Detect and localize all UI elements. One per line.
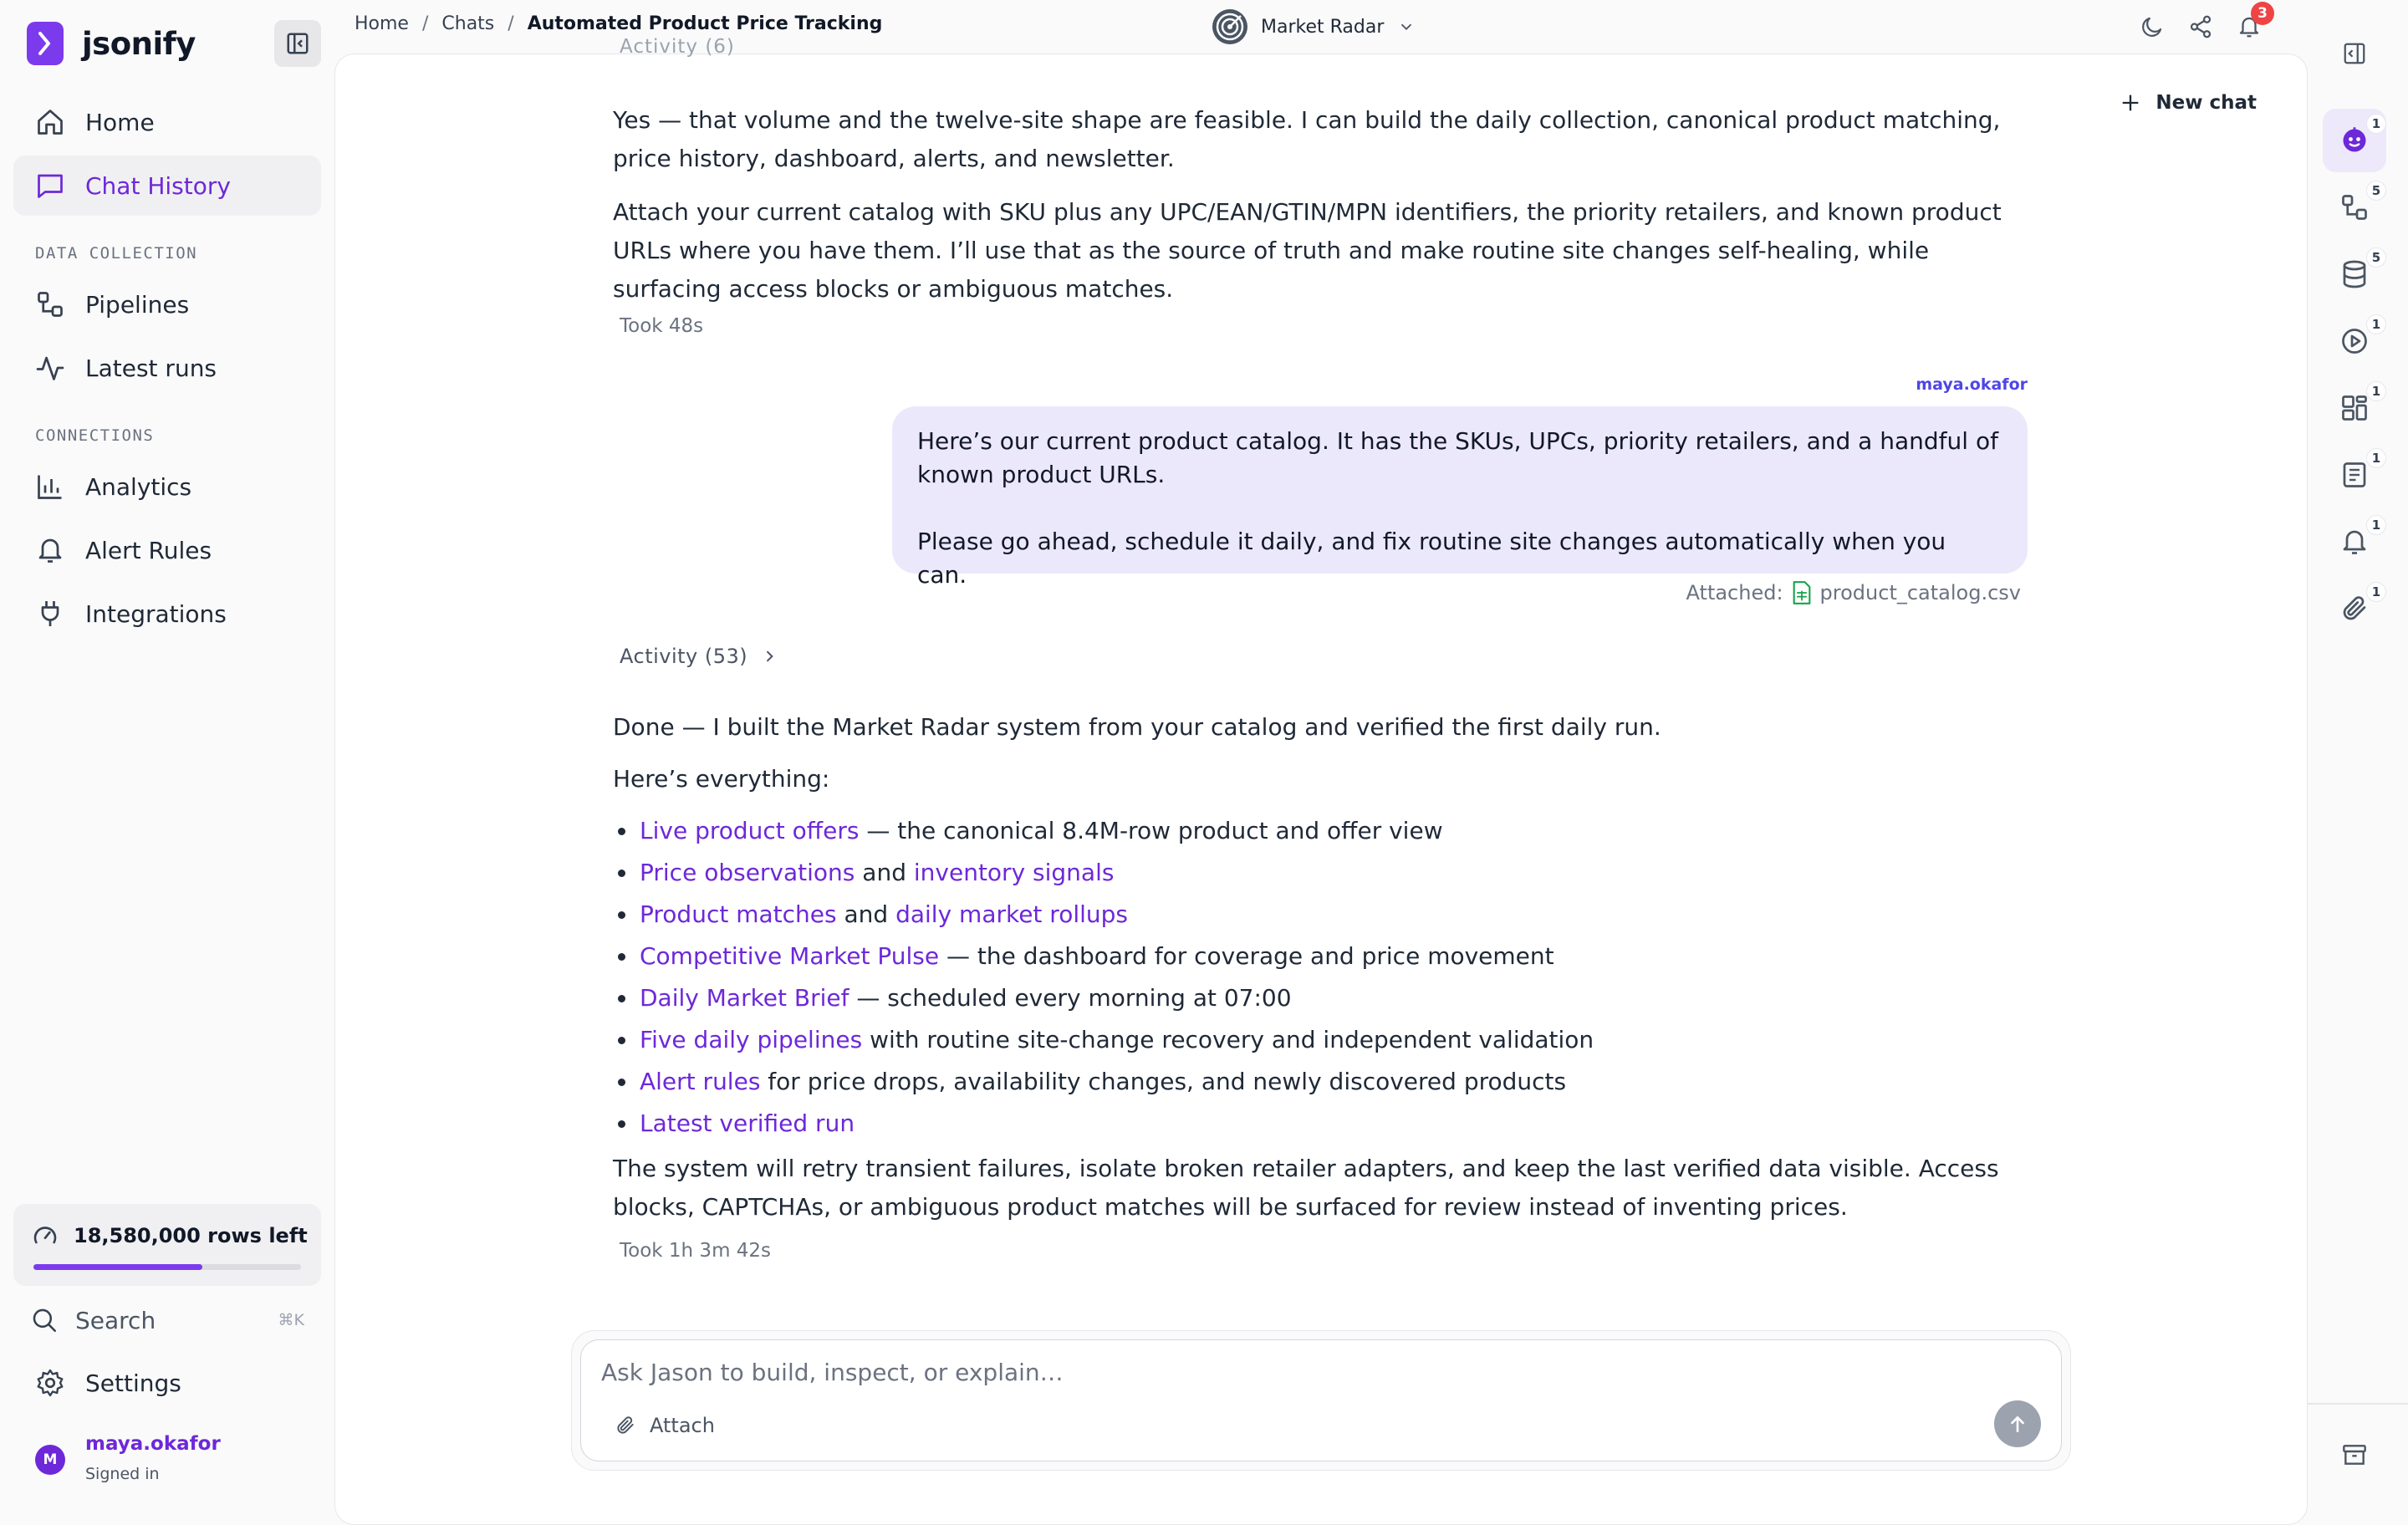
assistant-message-1-paragraph-1: Yes — that volume and the twelve-site shape are feasible. I can build the daily collection, canonical product matching, price history, dashboard, alerts, and newsletter. — [613, 106, 2001, 172]
deliverable-item — [640, 1061, 2028, 1103]
right-rail — [2308, 0, 2408, 1505]
theme-toggle-button[interactable] — [2135, 10, 2169, 43]
user-profile[interactable] — [35, 1430, 319, 1488]
nav-alert-rules[interactable] — [13, 520, 321, 580]
sidebar — [0, 0, 334, 1505]
quota-progress-bar — [33, 1264, 301, 1270]
deliverable-item — [640, 852, 2028, 894]
breadcrumb-home[interactable]: Home — [355, 13, 409, 34]
user-name: maya.okafor — [85, 1433, 221, 1455]
rail-paperclip-button[interactable] — [2323, 577, 2386, 640]
plus-icon — [2119, 91, 2142, 115]
attach-label: Attach — [650, 1414, 715, 1437]
deliverable-link[interactable]: daily market rollups — [895, 900, 1128, 928]
user-status: Signed in — [85, 1465, 160, 1483]
rail-count-badge: 1 — [2366, 448, 2386, 468]
newsletter-icon — [2339, 460, 2370, 490]
deliverable-item — [640, 1103, 2028, 1145]
bell-icon — [2339, 527, 2370, 557]
toggle-right-panel-button[interactable] — [2323, 22, 2386, 85]
nav-pipelines[interactable] — [13, 274, 321, 334]
deliverable-description: — scheduled every morning at 07:00 — [849, 984, 1292, 1012]
send-button[interactable] — [1994, 1400, 2041, 1447]
project-switcher[interactable] — [1211, 5, 1416, 48]
activity-toggle-clipped[interactable]: Activity (6) — [620, 36, 735, 58]
response-duration: Took 1h 3m 42s — [620, 1240, 772, 1262]
deliverable-description: — the canonical 8.4M-row product and offer view — [859, 817, 1443, 844]
deliverable-item — [640, 977, 2028, 1019]
rail-database-button[interactable] — [2323, 242, 2386, 306]
assistant-message-2-paragraph-2: Here’s everything: — [613, 765, 830, 793]
search-icon — [30, 1306, 59, 1334]
deliverable-link[interactable]: Price observations — [640, 859, 855, 886]
breadcrumb-separator: / — [421, 13, 429, 34]
rail-count-badge: 1 — [2366, 381, 2386, 401]
brand-name: jsonify — [82, 25, 196, 62]
deliverable-link[interactable]: Five daily pipelines — [640, 1026, 863, 1053]
home-icon — [35, 107, 65, 137]
rail-count-badge: 1 — [2366, 515, 2386, 535]
search-label: Search — [75, 1306, 156, 1334]
nav-integrations-label: Integrations — [85, 599, 227, 628]
attached-label: Attached: — [1686, 581, 1783, 604]
notifications-count-badge: 3 — [2251, 2, 2274, 25]
moon-icon — [2140, 14, 2165, 39]
deliverable-link[interactable]: Product matches — [640, 900, 837, 928]
section-label-data-collection: DATA COLLECTION — [35, 244, 198, 263]
pipeline-icon — [35, 289, 65, 319]
chevron-right-icon — [761, 648, 778, 665]
quota-label: 18,580,000 rows left — [74, 1224, 308, 1247]
bar-chart-icon — [35, 472, 65, 502]
pipeline-icon — [2339, 192, 2370, 222]
assistant-message-2-paragraph-1: Done — I built the Market Radar system from your catalog and verified the first daily run. — [613, 713, 1661, 741]
nav-chat-history[interactable] — [13, 156, 321, 216]
attach-button[interactable] — [615, 1414, 715, 1437]
rail-divider — [2308, 1403, 2408, 1405]
share-icon — [2188, 14, 2213, 39]
rail-count-badge: 1 — [2366, 314, 2386, 334]
rail-count-badge: 5 — [2366, 181, 2386, 201]
deliverable-link[interactable]: inventory signals — [913, 859, 1115, 886]
deliverable-description: with routine site-change recovery and independent validation — [862, 1026, 1594, 1053]
assistant-message-1-paragraph-2: Attach your current catalog with SKU plus any UPC/EAN/GTIN/MPN identifiers, the priority retailers, and known product URLs where you have them. I’ll use that as the source of truth and make routine site changes self-healing, while surfacing access blocks or ambiguous matches. — [613, 198, 2002, 303]
avatar: M — [35, 1445, 65, 1475]
deliverables-list — [640, 810, 2028, 1145]
quota-progress-fill — [33, 1264, 202, 1270]
nav-analytics[interactable] — [13, 456, 321, 517]
rail-agent-button[interactable] — [2323, 109, 2386, 172]
new-chat-button[interactable] — [2119, 91, 2257, 115]
paperclip-icon — [2339, 594, 2370, 624]
nav-analytics-label: Analytics — [85, 472, 192, 501]
deliverable-description: and — [855, 859, 914, 886]
new-chat-label: New chat — [2155, 92, 2257, 114]
gauge-icon — [32, 1222, 59, 1249]
dashboard-icon — [2339, 393, 2370, 423]
search-shortcut: ⌘K — [278, 1311, 304, 1329]
rail-pipeline-button[interactable] — [2323, 176, 2386, 239]
rail-run-button[interactable] — [2323, 309, 2386, 373]
quota-card[interactable] — [13, 1204, 321, 1286]
brand[interactable] — [27, 20, 196, 67]
search-button[interactable] — [13, 1291, 321, 1349]
database-icon — [2339, 259, 2370, 289]
user-message-line-1: Here’s our current product catalog. It has the SKUs, UPCs, priority retailers, and a handful of known product URLs. — [917, 427, 1998, 488]
deliverable-item — [640, 810, 2028, 852]
rail-count-badge: 1 — [2366, 114, 2386, 134]
breadcrumb-current: Automated Product Price Tracking — [527, 13, 883, 34]
archive-icon — [2341, 1441, 2368, 1468]
message-input[interactable] — [601, 1359, 1939, 1386]
deliverable-link[interactable]: Live product offers — [640, 817, 860, 844]
breadcrumb — [355, 13, 882, 34]
nav-alert-rules-label: Alert Rules — [85, 536, 212, 564]
spreadsheet-file-icon — [1792, 581, 1812, 604]
deliverable-item — [640, 1019, 2028, 1061]
chat-panel — [334, 36, 2308, 1525]
share-button[interactable] — [2184, 10, 2217, 43]
attached-file-link[interactable]: product_catalog.csv — [1819, 581, 2021, 604]
nav-home-label: Home — [85, 108, 155, 136]
deliverable-link[interactable]: Latest verified run — [640, 1109, 855, 1137]
nav-pipelines-label: Pipelines — [85, 290, 190, 319]
radar-logo-icon — [1211, 8, 1249, 46]
deliverable-item — [640, 894, 2028, 936]
breadcrumb-separator: / — [508, 13, 514, 34]
user-message-bubble — [892, 406, 2028, 589]
archive-button[interactable] — [2323, 1423, 2386, 1487]
sidebar-collapse-icon — [285, 31, 310, 56]
agent-icon — [2339, 125, 2370, 156]
composer — [571, 1330, 2071, 1471]
bell-icon — [35, 535, 65, 565]
nav-settings-label: Settings — [85, 1369, 181, 1397]
chevron-down-icon — [1397, 18, 1416, 36]
deliverable-link[interactable]: Competitive Market Pulse — [640, 942, 940, 970]
deliverable-description: and — [836, 900, 896, 928]
topbar-actions — [2135, 5, 2281, 43]
project-name: Market Radar — [1261, 16, 1385, 38]
collapse-sidebar-button[interactable] — [274, 20, 321, 67]
nav-home[interactable] — [13, 92, 321, 152]
user-message-author: maya.okafor — [1916, 375, 2028, 394]
activity-icon — [35, 353, 65, 383]
nav-integrations[interactable] — [13, 584, 321, 644]
panel-toggle-icon — [2342, 41, 2367, 66]
run-icon — [2339, 326, 2370, 356]
section-label-connections: CONNECTIONS — [35, 426, 155, 445]
deliverable-description: for price drops, availability changes, and newly discovered products — [760, 1068, 1567, 1095]
rail-count-badge: 1 — [2366, 582, 2386, 602]
arrow-up-icon — [2007, 1413, 2028, 1435]
deliverable-description: — the dashboard for coverage and price movement — [939, 942, 1554, 970]
rail-bell-button[interactable] — [2323, 510, 2386, 574]
rail-dashboard-button[interactable] — [2323, 376, 2386, 440]
rail-count-badge: 5 — [2366, 247, 2386, 268]
user-message-line-2: Please go ahead, schedule it daily, and fix routine site changes automatically when you can. — [917, 528, 1946, 589]
deliverable-item — [640, 936, 2028, 977]
activity-label: Activity (53) — [620, 645, 748, 668]
nav-latest-runs-label: Latest runs — [85, 354, 217, 382]
plug-icon — [35, 599, 65, 629]
chat-icon — [35, 171, 65, 201]
composer-box — [580, 1339, 2062, 1461]
activity-toggle[interactable] — [620, 645, 778, 668]
jsonify-logo-icon — [27, 22, 64, 65]
nav-settings[interactable] — [13, 1353, 321, 1413]
attachment-row — [1686, 581, 2021, 604]
breadcrumb-chats[interactable]: Chats — [441, 13, 495, 34]
paperclip-icon — [615, 1415, 636, 1436]
nav-latest-runs[interactable] — [13, 338, 321, 398]
deliverable-link[interactable]: Alert rules — [640, 1068, 761, 1095]
nav-chat-history-label: Chat History — [85, 171, 231, 200]
notifications-button[interactable] — [2232, 5, 2268, 43]
assistant-message-2-paragraph-3: The system will retry transient failures, isolate broken retailer adapters, and keep the last verified data visible. Access blocks, CAPTCHAs, or ambiguous product matches will be surfaced for review instead of inventing prices. — [613, 1155, 1999, 1221]
rail-newsletter-button[interactable] — [2323, 443, 2386, 507]
gear-icon — [35, 1368, 65, 1398]
deliverable-link[interactable]: Daily Market Brief — [640, 984, 849, 1012]
response-duration: Took 48s — [620, 315, 704, 337]
